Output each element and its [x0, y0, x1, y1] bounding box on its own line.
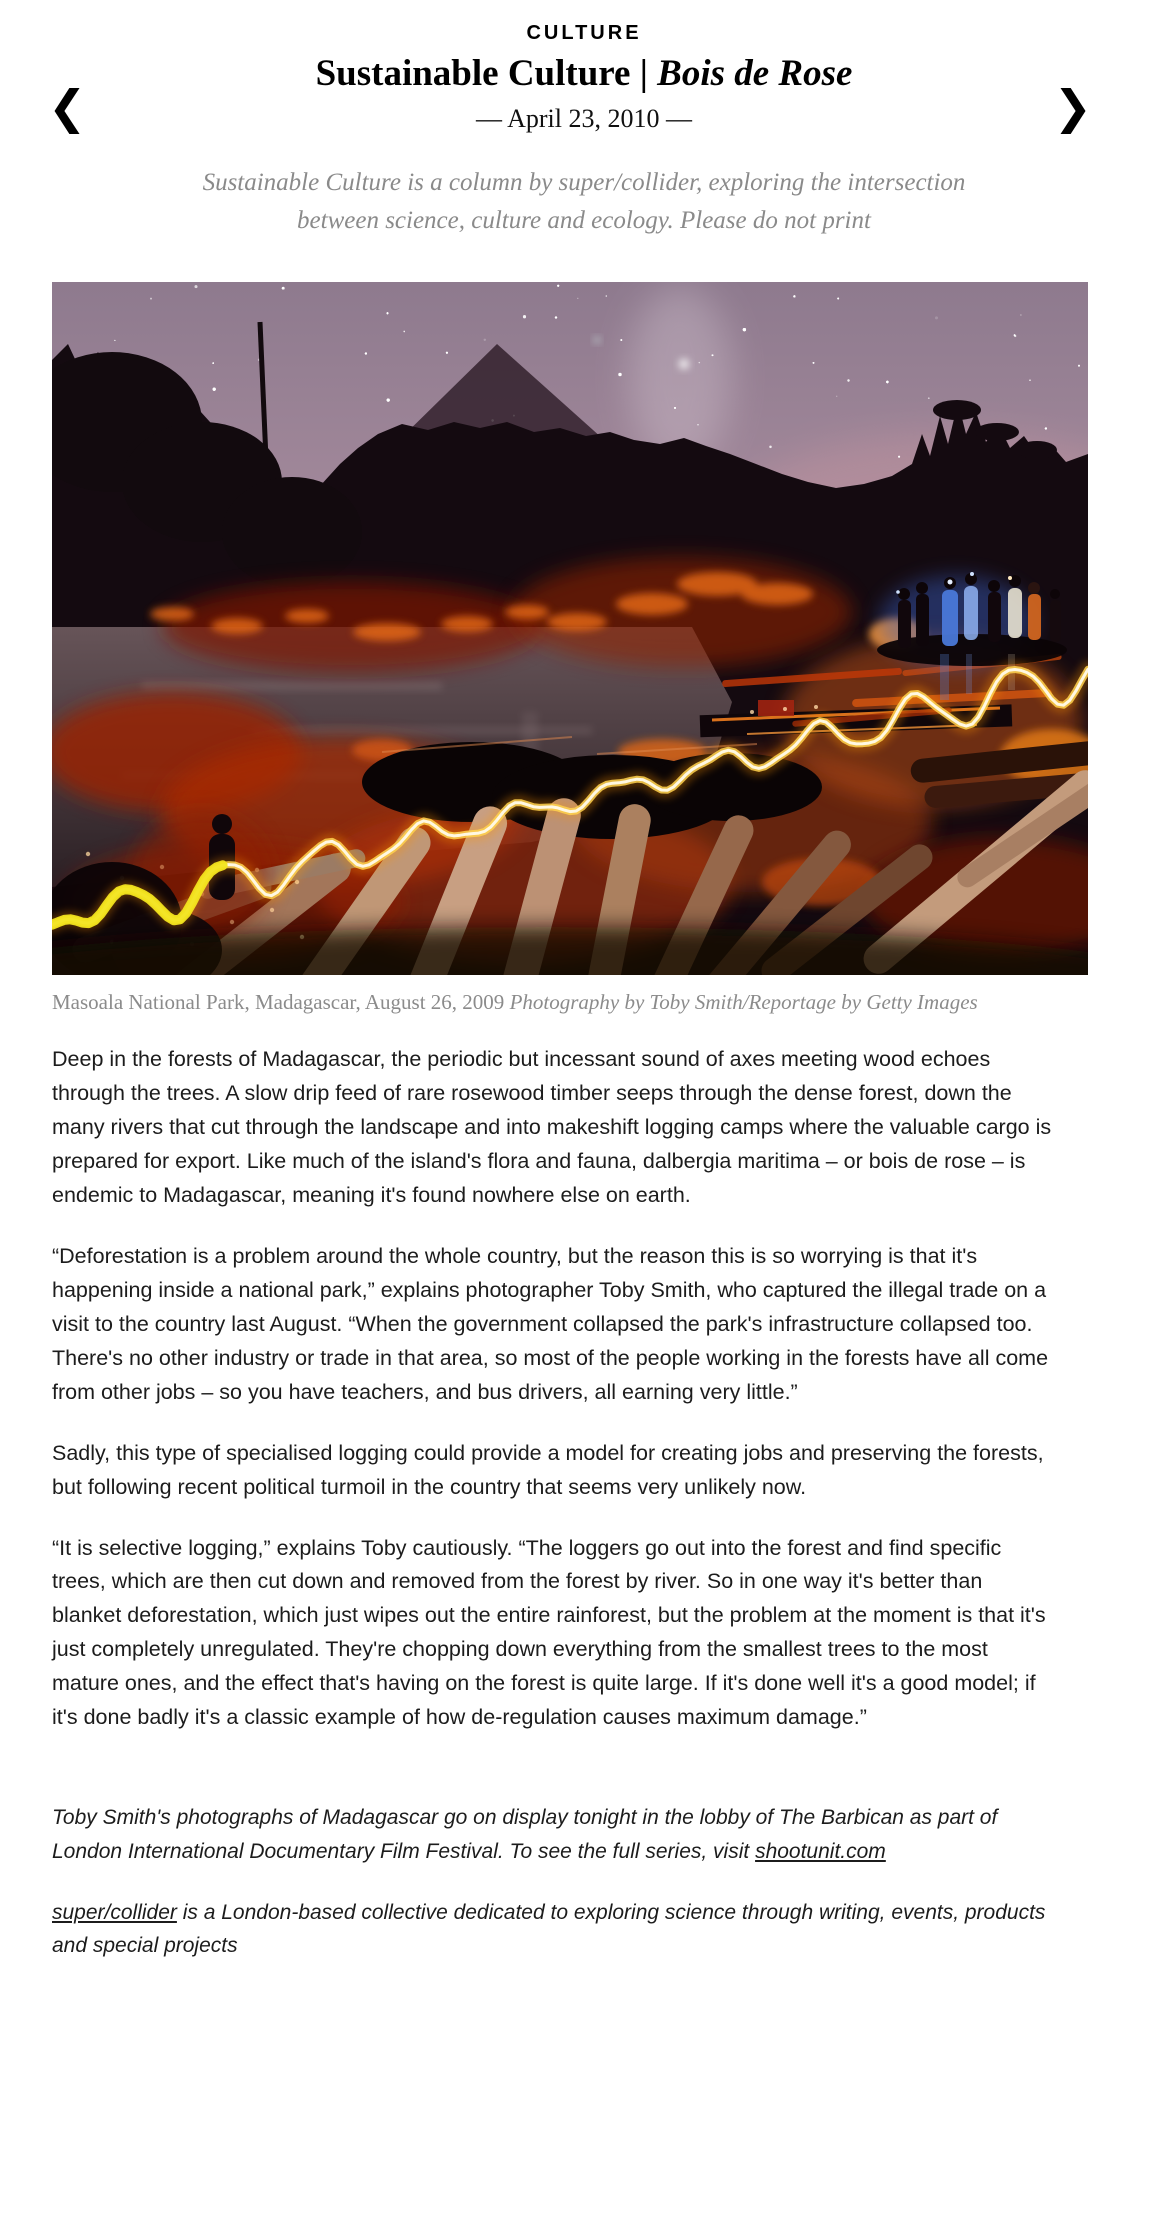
footnote-about-text: is a London-based collective dedicated to exploring science through writing, events, products and special projects [52, 1900, 1046, 1958]
photo-illustration [52, 282, 1088, 975]
paragraph-2: “Deforestation is a problem around the whole country, but the reason this is so worrying is that it's happening inside a national park,” explains photographer Toby Smith, who captured the illegal trade on a visit to the country last August. “When the government collapsed the park's infrastructure collapsed too. There's no other industry or trade in that area, so most of the people working in the forests have all come from other jobs – so you have teachers, and bus drivers, all earning very little.” [52, 1243, 1049, 1404]
page-title-italic: Bois de Rose [657, 53, 853, 94]
article-footnotes [52, 1801, 1054, 1962]
photo-caption [52, 987, 1062, 1019]
article-date: — April 23, 2010 — [476, 104, 692, 134]
footnote-exhibition [52, 1801, 1054, 1868]
category-label: CULTURE [526, 22, 642, 44]
caption-location: Masoala National Park, Madagascar, August 26, 2009 [52, 990, 510, 1015]
paragraph-1: Deep in the forests of Madagascar, the periodic but incessant sound of axes meeting wood echoes through the trees. A slow drip feed of rare rosewood timber seeps through the dense forest, down the many rivers that cut through the landscape and into makeshift logging camps where the valuable cargo is prepared for export. Like much of the island's flora and fauna, dalbergia maritima – or bois de rose – is endemic to Madagascar, meaning it's found nowhere else on earth. [52, 1046, 1052, 1207]
supercollider-link[interactable]: super/collider [52, 1900, 177, 1924]
shootunit-link[interactable]: shootunit.com [755, 1839, 886, 1863]
paragraph-3: Sadly, this type of specialised logging could provide a model for creating jobs and preserving the forests, but following recent political turmoil in the country that seems very unlikely now. [52, 1440, 1044, 1499]
caption-credit: Photography by Toby Smith/Reportage by Getty Images [509, 990, 978, 1015]
paragraph-4: “It is selective logging,” explains Toby cautiously. “The loggers go out into the forest and find specific trees, which are then cut down and removed from the forest by river. So in one way it's better than blanket deforestation, which just wipes out the entire rainforest, but the problem at the moment is that it's just completely unregulated. They're chopping down everything from the smallest trees to the most mature ones, and the effect that's having on the forest is quite large. If it's done well it's a good model; if it's done badly it's a classic example of how de-regulation causes maximum damage.” [52, 1535, 1046, 1730]
article-body [52, 1043, 1054, 1735]
next-article-button[interactable]: ❯ [1053, 80, 1092, 134]
footnote-about [52, 1896, 1054, 1963]
page-title-plain: Sustainable Culture | [315, 53, 658, 94]
prev-article-button[interactable]: ❮ [48, 80, 87, 134]
article-figure [52, 282, 1088, 1019]
page-title [0, 52, 1168, 96]
column-intro: Sustainable Culture is a column by super/collider, exploring the intersection between science, culture and ecology. Please do not print [202, 169, 966, 235]
footnote-exhibition-text: Toby Smith's photographs of Madagascar go on display tonight in the lobby of The Barbican as part of London International Documentary Film Festival. To see the full series, visit [52, 1806, 998, 1863]
photo-night-logging [52, 282, 1088, 975]
article-header [0, 0, 1168, 134]
